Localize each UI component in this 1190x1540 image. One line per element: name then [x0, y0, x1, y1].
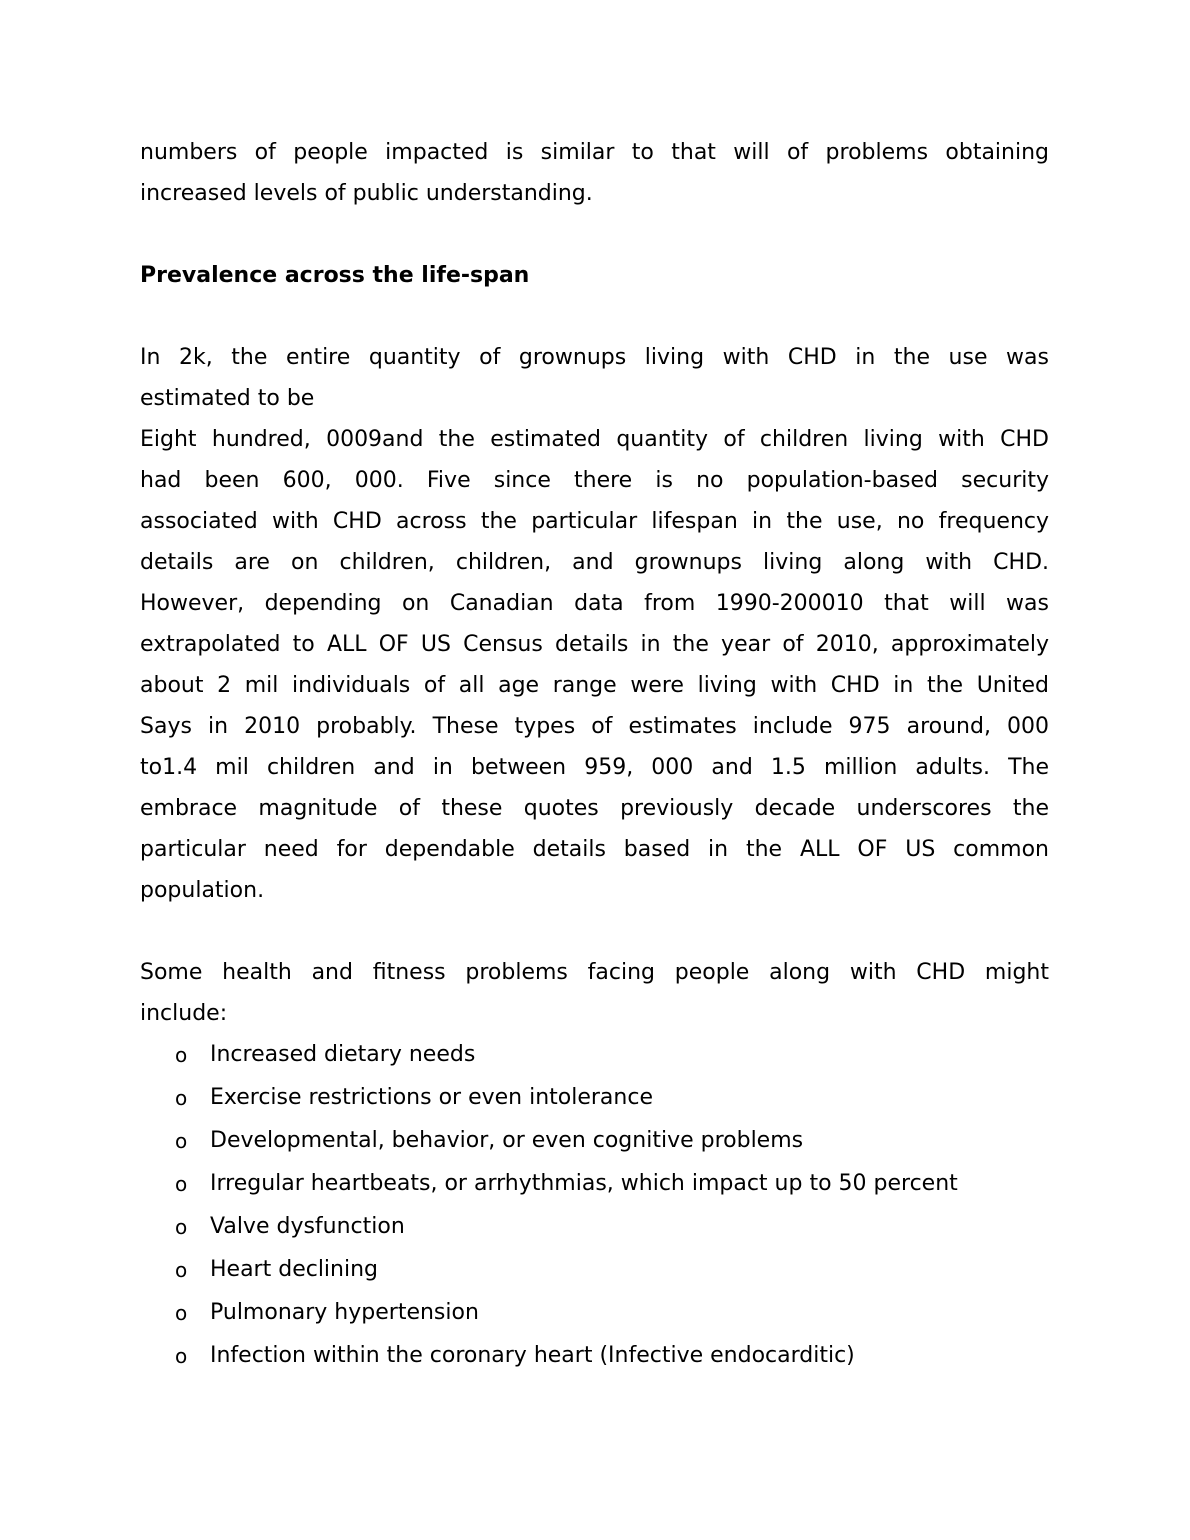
- list-item: [140, 1034, 1049, 1077]
- para2-line-8: Says in 2010 probably. These types of estimates include 975 around, 000: [140, 714, 1049, 739]
- para2-line-6: extrapolated to ALL OF US Census details in the year of 2010, approximately: [140, 632, 1049, 657]
- para1-line-1: In 2k, the entire quantity of grownups living with CHD in the use was: [140, 345, 1049, 370]
- list-item: [140, 1077, 1049, 1120]
- intro-line-1: numbers of people impacted is similar to that will of problems obtaining: [140, 140, 1049, 165]
- bullet-icon: o: [175, 1215, 188, 1239]
- list-item-text: Infection within the coronary heart (Infective endocarditic): [210, 1343, 855, 1368]
- bullet-icon: o: [175, 1344, 188, 1368]
- spacer: [140, 296, 1049, 337]
- list-item: [140, 1335, 1049, 1378]
- bullet-icon: o: [175, 1258, 188, 1282]
- para1-line-2: estimated to be: [140, 386, 315, 411]
- para2-line-12: population.: [140, 878, 265, 903]
- para3-line-2: include:: [140, 1001, 228, 1026]
- list-item-text: Exercise restrictions or even intolerance: [210, 1085, 653, 1110]
- list-item: [140, 1292, 1049, 1335]
- list-item-text: Developmental, behavior, or even cognitive problems: [210, 1128, 804, 1153]
- para2-line-3: associated with CHD across the particular lifespan in the use, no frequency: [140, 509, 1049, 534]
- para2-line-11: particular need for dependable details based in the ALL OF US common: [140, 837, 1049, 862]
- intro-line-2: increased levels of public understanding.: [140, 181, 593, 206]
- para2-line-2: had been 600, 000. Five since there is no population-based security: [140, 468, 1049, 493]
- para2-line-1: Eight hundred, 0009and the estimated quantity of children living with CHD: [140, 427, 1049, 452]
- bullet-icon: o: [175, 1086, 188, 1110]
- list-item-text: Heart declining: [210, 1257, 379, 1282]
- bullet-icon: o: [175, 1043, 188, 1067]
- list-item-text: Increased dietary needs: [210, 1042, 476, 1067]
- para2-line-7: about 2 mil individuals of all age range were living with CHD in the United: [140, 673, 1049, 698]
- list-item: [140, 1249, 1049, 1292]
- bullet-icon: o: [175, 1301, 188, 1325]
- list-item: [140, 1120, 1049, 1163]
- bullet-icon: o: [175, 1172, 188, 1196]
- list-item-text: Irregular heartbeats, or arrhythmias, which impact up to 50 percent: [210, 1171, 958, 1196]
- list-item: [140, 1206, 1049, 1249]
- para2-line-9: to1.4 mil children and in between 959, 000 and 1.5 million adults. The: [140, 755, 1049, 780]
- list-item: [140, 1163, 1049, 1206]
- para2-line-10: embrace magnitude of these quotes previously decade underscores the: [140, 796, 1049, 821]
- bullet-icon: o: [175, 1129, 188, 1153]
- section-heading: Prevalence across the life-span: [140, 263, 530, 288]
- list-item-text: Valve dysfunction: [210, 1214, 405, 1239]
- para2-line-4: details are on children, children, and grownups living along with CHD.: [140, 550, 1049, 575]
- problems-list: [140, 1034, 1049, 1378]
- spacer: [140, 911, 1049, 952]
- para2-line-5: However, depending on Canadian data from 1990-200010 that will was: [140, 591, 1049, 616]
- para3-line-1: Some health and fitness problems facing people along with CHD might: [140, 960, 1049, 985]
- spacer: [140, 214, 1049, 255]
- document-page: [140, 132, 1049, 1378]
- list-item-text: Pulmonary hypertension: [210, 1300, 479, 1325]
